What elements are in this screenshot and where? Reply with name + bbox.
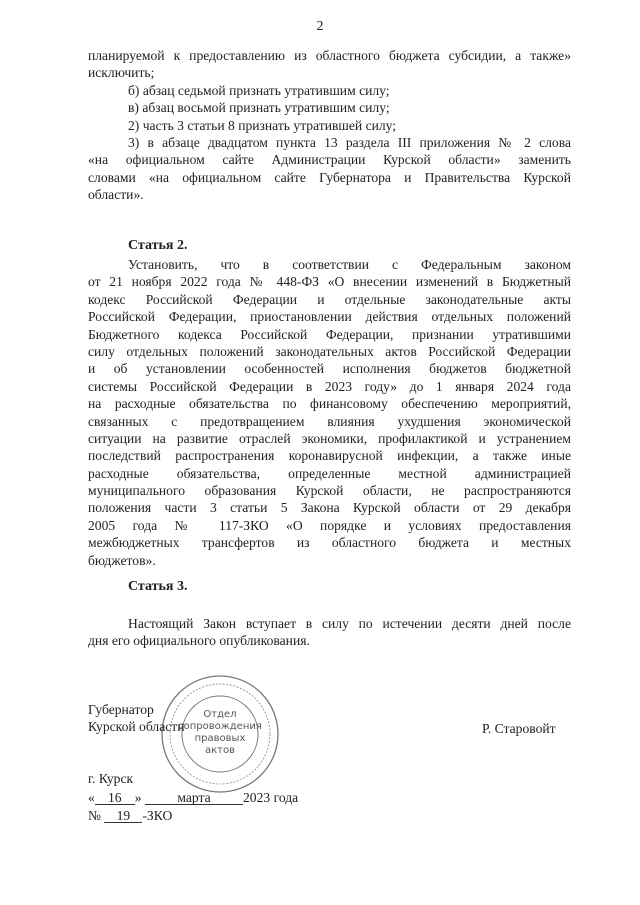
text-line: дня его официального опубликования. xyxy=(88,633,310,649)
article-3-body xyxy=(88,616,571,651)
text-line: Бюджетного кодекса Российской Федерации, признании утратившими xyxy=(88,326,571,342)
text-line: и об установлении особенностей исполнения бюджетов бюджетной xyxy=(88,361,571,377)
text-line: силу отдельных положений законодательных актов Российской Федерации xyxy=(88,343,571,359)
text-line: положения части 3 статьи 5 Закона Курской области от 29 декабря xyxy=(88,500,571,516)
date-line xyxy=(88,790,298,806)
text-line: 2005 года № 117-ЗКО «О порядке и условиях предоставления xyxy=(88,517,571,533)
date-open-quote: « xyxy=(88,790,95,805)
text-line: последствий распространения коронавирусной инфекции, а также иные xyxy=(88,448,571,464)
text-line: ситуации на развитие отраслей экономики, профилактикой и устранением xyxy=(88,430,571,446)
page-number: 2 xyxy=(316,19,324,34)
text-line: области». xyxy=(88,187,144,203)
text-line: Установить, что в соответствии с Федеральным законом xyxy=(128,257,571,272)
text-line: 3) в абзаце двадцатом пункта 13 раздела III приложения № 2 слова xyxy=(128,134,571,150)
date-close-quote: » xyxy=(134,790,142,805)
text-line: связанных с предотвращением влияния ухудшения экономической xyxy=(88,413,571,429)
text-line: Настоящий Закон вступает в силу по истечении десяти дней после xyxy=(128,616,571,631)
law-number: 19 xyxy=(104,809,142,823)
text-line: бюджетов». xyxy=(88,552,156,568)
governor-name: Р. Старовойт xyxy=(482,721,556,736)
governor-region: Курской области xyxy=(88,719,185,734)
city: г. Курск xyxy=(88,771,134,786)
governor-title: Губернатор xyxy=(88,702,154,717)
text-line: системы Российской Федерации в 2023 году» до 1 января 2024 года xyxy=(88,378,571,394)
stamp-label: Отдел сопровождения правовых актов xyxy=(178,709,262,756)
text-line: расходные обязательства, определенные местной администрацией xyxy=(88,465,571,481)
text-line: муниципального образования Курской области, не распространяются xyxy=(88,483,571,499)
date-year: 2023 года xyxy=(243,790,299,805)
text-line: от 21 ноября 2022 года № 448-ФЗ «О внесении изменений в Бюджетный xyxy=(88,274,571,290)
text-line: словами «на официальном сайте Губернатора и Правительства Курской xyxy=(88,169,571,185)
continuation-block xyxy=(88,48,571,205)
text-line: исключить; xyxy=(88,65,155,81)
article-2-body xyxy=(88,257,571,570)
text-line: планируемой к предоставлению из областного бюджета субсидии, а также» xyxy=(88,48,571,63)
number-prefix: № xyxy=(88,808,101,823)
item-b: б) абзац седьмой признать утратившим силу; xyxy=(128,82,390,98)
date-month: марта xyxy=(145,791,243,805)
text-line: «на официальном сайте Администрации Курской области» заменить xyxy=(88,152,571,168)
number-suffix: -ЗКО xyxy=(142,808,173,823)
date-day: 16 xyxy=(95,791,135,805)
article-2-heading: Статья 2. xyxy=(128,238,188,253)
item-2: 2) часть 3 статьи 8 признать утратившей силу; xyxy=(128,117,397,133)
text-line: межбюджетных трансфертов из областного бюджета и местных xyxy=(88,535,571,551)
text-line: на расходные обязательства по финансовому обеспечению мероприятий, xyxy=(88,396,571,412)
text-line: кодекс Российской Федерации и отдельные законодательные акты xyxy=(88,291,571,307)
article-3-heading: Статья 3. xyxy=(128,579,188,594)
text-line: Российской Федерации, приостановлении действия отдельных положений xyxy=(88,309,571,325)
law-number-line xyxy=(88,808,172,824)
item-v: в) абзац восьмой признать утратившим силу; xyxy=(128,100,390,116)
